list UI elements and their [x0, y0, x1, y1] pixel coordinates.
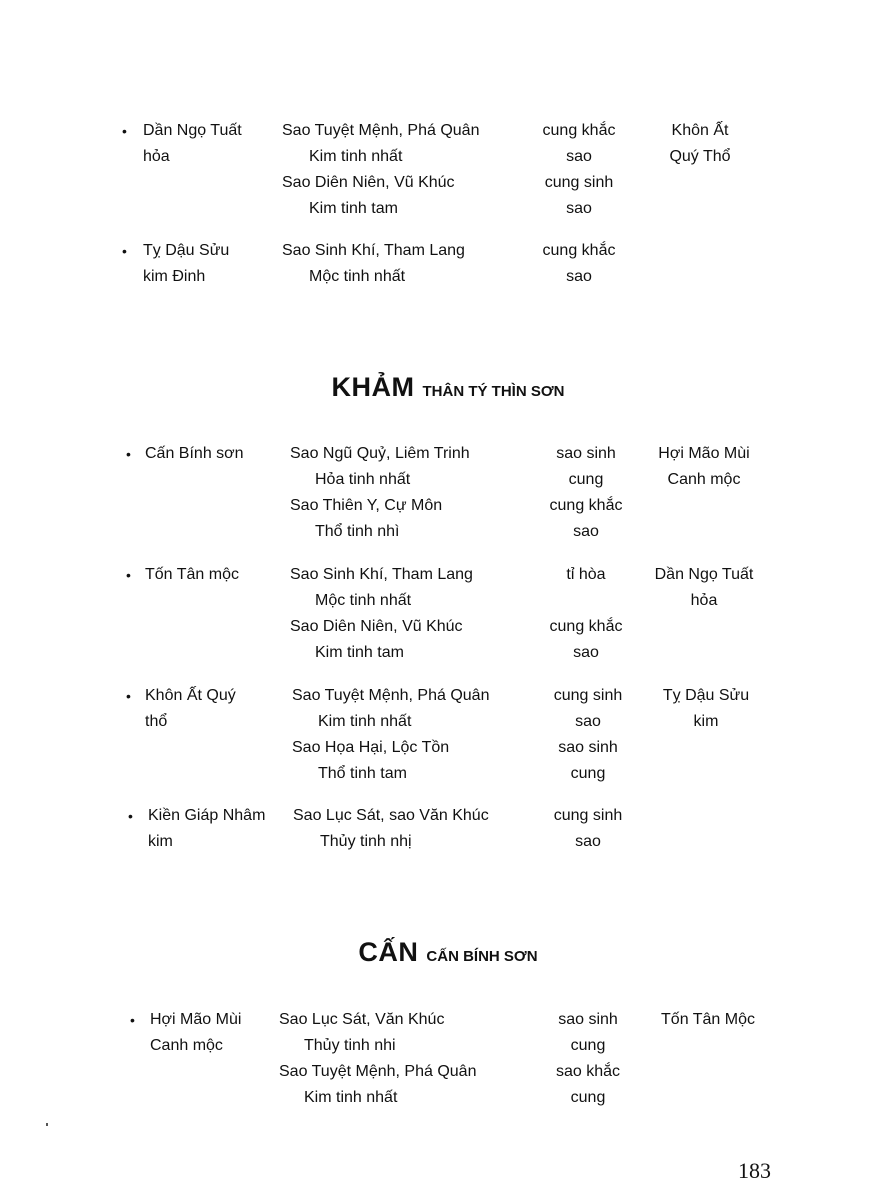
relation: cung	[570, 1037, 606, 1054]
relation: sao	[575, 713, 601, 730]
section-heading	[0, 372, 896, 403]
star-element: Kim tinh nhất	[309, 148, 403, 165]
star-name: Sao Sinh Khí, Tham Lang	[290, 566, 473, 583]
relation: sao	[566, 200, 592, 217]
source-line: Dần Ngọ Tuất	[143, 122, 242, 139]
bullet-icon: •	[126, 567, 131, 583]
target: Tốn Tân Mộc	[661, 1011, 755, 1028]
target: Canh mộc	[667, 471, 741, 488]
star-name: Sao Sinh Khí, Tham Lang	[282, 242, 465, 259]
star-element: Hỏa tinh nhất	[315, 471, 411, 488]
source-line: Cấn Bính sơn	[145, 445, 244, 462]
star-name: Sao Diên Niên, Vũ Khúc	[290, 618, 463, 635]
relation: sao khắc	[555, 1063, 621, 1080]
relation: cung sinh	[544, 174, 614, 191]
relation: sao	[575, 833, 601, 850]
source-line: hỏa	[143, 148, 170, 165]
relation: cung	[568, 471, 604, 488]
target: Dần Ngọ Tuất	[654, 566, 754, 583]
target: kim	[693, 713, 719, 730]
relation: cung sinh	[553, 807, 623, 824]
section-heading	[0, 937, 896, 968]
target: Tỵ Dậu Sửu	[662, 687, 750, 704]
relation: cung khắc	[549, 497, 623, 514]
relation: sao	[573, 644, 599, 661]
relation: sao sinh	[556, 445, 616, 462]
relation: cung khắc	[549, 618, 623, 635]
star-name: Sao Tuyệt Mệnh, Phá Quân	[279, 1063, 477, 1080]
star-element: Mộc tinh nhất	[309, 268, 406, 285]
bullet-icon: •	[128, 808, 133, 824]
bullet-icon: •	[126, 446, 131, 462]
bullet-icon: •	[122, 243, 127, 259]
star-name: Sao Thiên Y, Cự Môn	[290, 497, 443, 514]
star-element: Kim tinh nhất	[304, 1089, 398, 1106]
page-number: 183	[738, 1158, 771, 1183]
relation: sao	[566, 148, 592, 165]
relation: cung sinh	[553, 687, 623, 704]
bullet-icon: •	[130, 1012, 135, 1028]
heading-main: KHẢM	[331, 372, 415, 402]
star-element: Thủy tinh nhi	[304, 1037, 396, 1054]
source-line: Kiền Giáp Nhâm	[148, 807, 266, 824]
star-name: Sao Diên Niên, Vũ Khúc	[282, 174, 455, 191]
source-line: kim	[148, 833, 173, 850]
relation: sao	[573, 523, 599, 540]
star-element: Kim tinh tam	[315, 644, 404, 661]
star-name: Sao Tuyệt Mệnh, Phá Quân	[292, 687, 490, 704]
scan-speck	[46, 1123, 48, 1126]
target: hỏa	[690, 592, 718, 609]
relation: sao sinh	[558, 739, 618, 756]
relation: cung	[570, 1089, 606, 1106]
source-line: Tốn Tân mộc	[145, 566, 239, 583]
star-element: Thủy tinh nhị	[320, 833, 412, 850]
source-line: Tỵ Dậu Sửu	[143, 242, 230, 259]
source-line: Canh mộc	[150, 1037, 223, 1054]
target: Quý Thổ	[669, 148, 731, 165]
relation: sao	[566, 268, 592, 285]
source-line: Hợi Mão Mùi	[150, 1011, 242, 1028]
relation: tỉ hòa	[566, 566, 606, 583]
relation: cung	[570, 765, 606, 782]
relation: cung khắc	[542, 242, 616, 259]
heading-main: CẤN	[358, 937, 419, 967]
star-element: Kim tinh tam	[309, 200, 398, 217]
star-name: Sao Lục Sát, Văn Khúc	[279, 1011, 445, 1028]
relation: sao sinh	[558, 1011, 618, 1028]
star-element: Thổ tinh nhì	[315, 523, 400, 540]
star-element: Kim tinh nhất	[318, 713, 412, 730]
target: Hợi Mão Mùi	[658, 445, 750, 462]
heading-sub: CẤN BÍNH SƠN	[426, 948, 538, 965]
star-name: Sao Tuyệt Mệnh, Phá Quân	[282, 122, 480, 139]
target: Khôn Ất	[671, 122, 729, 139]
source-line: Khôn Ất Quý	[145, 687, 236, 704]
heading-sub: THÂN TÝ THÌN SƠN	[422, 383, 565, 400]
star-name: Sao Lục Sát, sao Văn Khúc	[293, 807, 489, 824]
bullet-icon: •	[122, 123, 127, 139]
source-line: thổ	[145, 713, 168, 730]
star-element: Mộc tinh nhất	[315, 592, 412, 609]
star-name: Sao Ngũ Quỷ, Liêm Trinh	[290, 445, 470, 462]
bullet-icon: •	[126, 688, 131, 704]
relation: cung khắc	[542, 122, 616, 139]
star-name: Sao Họa Hại, Lộc Tồn	[292, 739, 450, 756]
star-element: Thổ tinh tam	[318, 765, 407, 782]
source-line: kim Đinh	[143, 268, 206, 285]
